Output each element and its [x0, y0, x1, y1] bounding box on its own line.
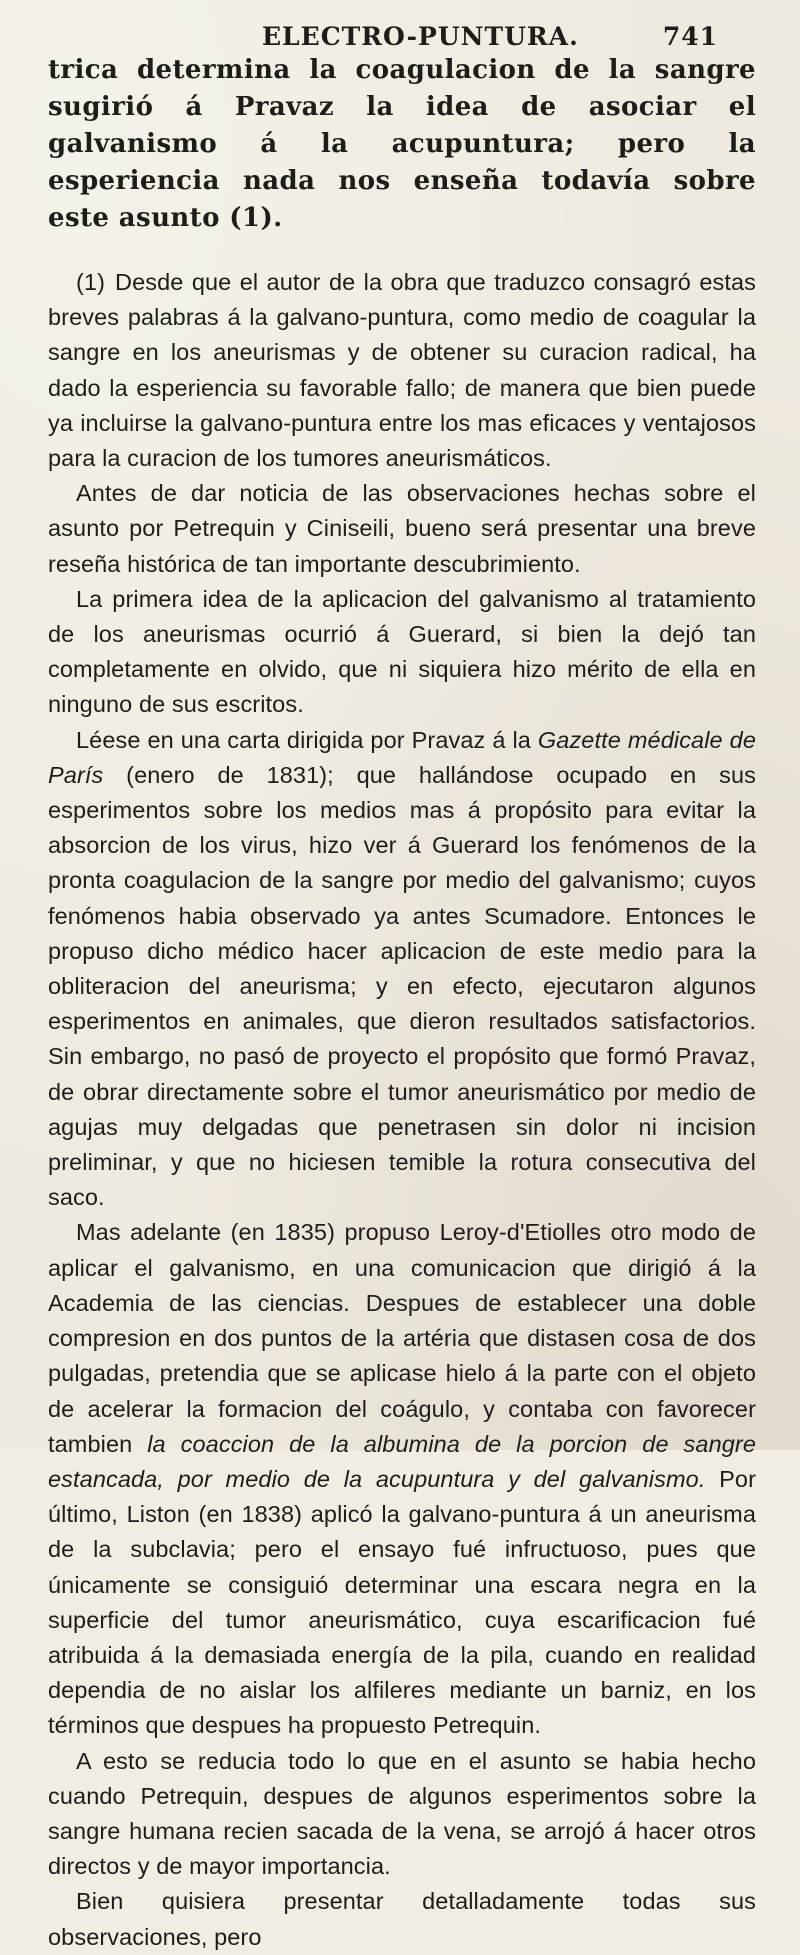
running-head — [48, 22, 756, 52]
footnote-paragraph-1 — [48, 265, 756, 476]
footnote-paragraph-4-start: Léese en una carta dirigida por Pravaz á la — [76, 726, 538, 753]
main-paragraph: trica determina la coagulacion de la sangre sugirió á Pravaz la idea de asociar el galvanismo á la acupuntura; pero la esperiencia nada nos enseña todavía sobre este asunto (1). — [48, 55, 756, 233]
italic-quotation: la coaccion de la albumina de la porcion de sangre estancada, por medio de la acupuntura y del galvanismo. — [48, 1430, 756, 1492]
footnote-marker: (1) — [76, 269, 106, 295]
footnote-paragraph-1-text: Desde que el autor de la obra que traduzco consagró estas breves palabras á la galvano-puntura, como medio de coagular la sangre en los aneurismas y de obtener su curacion radical, ha dado la esperiencia su favorable fallo; de manera que bien puede ya incluirse la galvano-puntura entre los mas eficaces y ventajosos para la curacion de los tumores aneurismáticos. — [48, 269, 756, 472]
footnote-paragraph-5 — [48, 1215, 756, 1743]
footnote-paragraph-7: Bien quisiera presentar detalladamente todas sus observaciones, pero — [48, 1888, 756, 1950]
footnote-paragraph-4 — [48, 723, 756, 1216]
footnote — [48, 265, 756, 1955]
footnote-paragraph-4-end: (enero de 1831); que hallándose ocupado en sus esperimentos sobre los medios mas á propósito para evitar la absorcion de los virus, hizo ver á Guerard los fenómenos de la pronta coagulacion de la sangre por medio del galvanismo; cuyos fenómenos habia observado ya antes Scumadore. Entonces le propuso dicho médico hacer aplicacion de este medio para la obliteracion del aneurisma; y en efecto, ejecutaron algunos esperimentos en animales, que dieron resultados satisfactorios. Sin embargo, no pasó de proyecto el propósito que formó Pravaz, de obrar directamente sobre el tumor aneurismático por medio de agujas muy delgadas que penetrasen sin dolor ni incision preliminar, y que no hiciesen temible la rotura consecutiva del saco. — [48, 761, 756, 1211]
footnote-paragraph-5-start: Mas adelante (en 1835) propuso Leroy-d'Etiolles otro modo de aplicar el galvanismo, en una comunicacion que dirigió á la Academia de las ciencias. Despues de establecer una doble compresion en dos puntos de la artéria que distasen cosa de dos pulgadas, pretendia que se aplicase hielo á la parte con el objeto de acelerar la formacion del coágulo, y contaba con favorecer tambien — [48, 1219, 756, 1457]
footnote-paragraph-5-end: Por último, Liston (en 1838) aplicó la galvano-puntura á un aneurisma de la subclavia; pero el ensayo fué infructuoso, pues que únicamente se consiguió determinar una escara negra en la superficie del tumor aneurismático, cuya escarificacion fué atribuida á la demasiada energía de la pila, cuando en realidad dependia de no aislar los alfileres mediante un barniz, en los términos que despues ha propuesto Petrequin. — [48, 1465, 756, 1739]
footnote-paragraph-2: Antes de dar noticia de las observaciones hechas sobre el asunto por Petrequin y Ciniseili, bueno será presentar una breve reseña histórica de tan importante descubrimiento. — [48, 480, 756, 577]
journal-title: Gazette médicale de París — [48, 726, 756, 788]
footnote-paragraph-6: A esto se reducia todo lo que en el asunto se habia hecho cuando Petrequin, despues de algunos esperimentos sobre la sangre humana recien sacada de la vena, se arrojó á hacer otros directos y de mayor importancia. — [48, 1747, 756, 1880]
footnote-paragraph-3: La primera idea de la aplicacion del galvanismo al tratamiento de los aneurismas ocurrió á Guerard, si bien la dejó tan completamente en olvido, que ni siquiera hizo mérito de ella en ninguno de sus escritos. — [48, 585, 756, 718]
page-number: 741 — [662, 22, 718, 51]
section-gap — [48, 237, 756, 265]
running-head-title: ELECTRO-PUNTURA. — [262, 22, 579, 51]
main-text — [48, 52, 756, 237]
